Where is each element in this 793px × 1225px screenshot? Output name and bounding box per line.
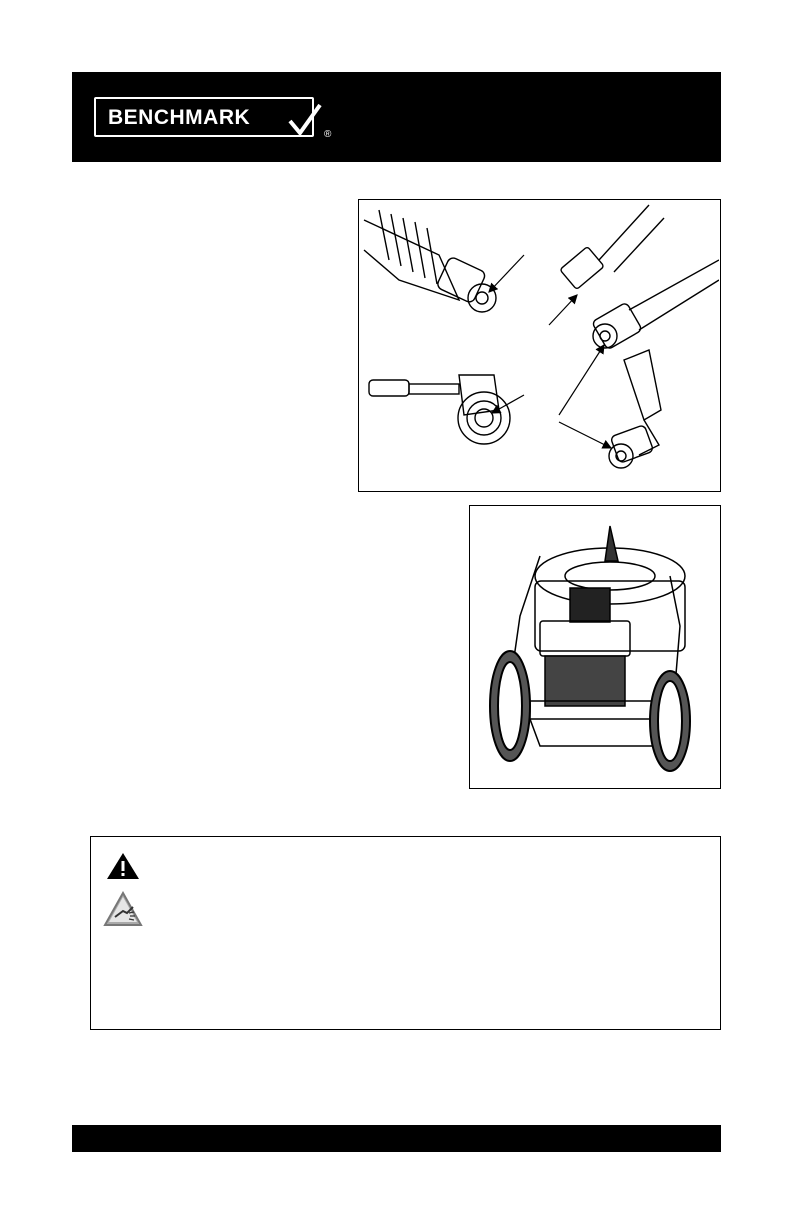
- warning-box: [90, 836, 721, 1030]
- high-pressure-spray-icon: [103, 891, 143, 929]
- pressure-washer-figure: [469, 505, 721, 789]
- hose-connections-illustration: [359, 200, 719, 490]
- warning-triangle-icon: [105, 851, 141, 881]
- pressure-washer-illustration: [470, 506, 719, 787]
- brand-name: BENCHMARK: [108, 106, 251, 129]
- registered-mark: ®: [324, 129, 332, 140]
- hose-connections-figure: [358, 199, 721, 492]
- footer-bar: [72, 1125, 721, 1152]
- checkmark-icon: [288, 103, 322, 137]
- header-bar: [72, 72, 721, 162]
- brand-logo: [94, 97, 314, 137]
